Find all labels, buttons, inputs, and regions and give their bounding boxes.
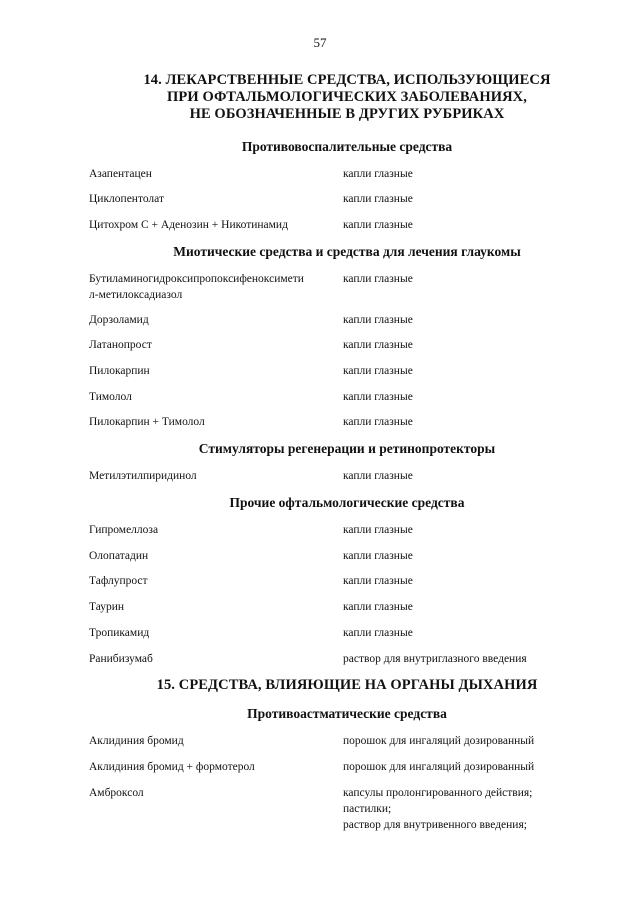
section-14-title <box>0 72 640 123</box>
drug-name: Тимолол <box>89 391 132 403</box>
drug-name-line: л-метилоксадиазол <box>89 289 183 301</box>
section-15-title: 15. СРЕДСТВА, ВЛИЯЮЩИЕ НА ОРГАНЫ ДЫХАНИЯ <box>156 677 538 693</box>
drug-name: Метилэтилпиридинол <box>89 470 197 482</box>
drug-form: капли глазные <box>343 524 413 536</box>
group-title-regeneration: Стимуляторы регенерации и ретинопротекторы <box>198 441 496 456</box>
drug-form: капли глазные <box>343 470 413 482</box>
drug-form: капли глазные <box>343 314 413 326</box>
drug-form: капли глазные <box>343 339 413 351</box>
drug-name: Пилокарпин <box>89 365 150 377</box>
drug-form: капли глазные <box>343 219 413 231</box>
drug-form: капли глазные <box>343 601 413 613</box>
section-14-title-line: ПРИ ОФТАЛЬМОЛОГИЧЕСКИХ ЗАБОЛЕВАНИЯХ, <box>167 89 527 105</box>
drug-name: Цитохром С + Аденозин + Никотинамид <box>89 219 288 231</box>
group-title-antiasthmatic: Противоастматические средства <box>247 706 447 721</box>
drug-name: Олопатадин <box>89 550 149 562</box>
drug-form: капли глазные <box>343 575 413 587</box>
drug-name: Тропикамид <box>89 627 150 639</box>
drug-form-line: раствор для внутривенного введения; <box>343 819 527 831</box>
drug-name: Азапентацен <box>89 168 152 180</box>
page-number: 57 <box>313 35 327 50</box>
drug-form: капли глазные <box>343 273 413 285</box>
drug-name: Гипромеллоза <box>89 524 159 536</box>
drug-form-line: пастилки; <box>343 803 392 815</box>
section-14-title-line: 14. ЛЕКАРСТВЕННЫЕ СРЕДСТВА, ИСПОЛЬЗУЮЩИЕСЯ <box>143 72 551 88</box>
section-14-title-line: НЕ ОБОЗНАЧЕННЫЕ В ДРУГИХ РУБРИКАХ <box>189 106 505 122</box>
drug-form-line: капсулы пролонгированного действия; <box>343 787 533 799</box>
group-title-glaucoma: Миотические средства и средства для лечения глаукомы <box>173 244 521 259</box>
drug-name: Таурин <box>89 601 125 613</box>
drug-form: капли глазные <box>343 550 413 562</box>
drug-form: капли глазные <box>343 168 413 180</box>
drug-name-line: Бутиламиногидроксипропоксифеноксимети <box>89 273 304 285</box>
drug-form <box>343 785 583 833</box>
group-title-other-ophthalmic: Прочие офтальмологические средства <box>229 495 465 510</box>
drug-name: Пилокарпин + Тимолол <box>89 416 205 428</box>
drug-form: капли глазные <box>343 627 413 639</box>
drug-name: Ранибизумаб <box>89 653 153 665</box>
drug-name: Аклидиния бромид <box>89 735 184 747</box>
drug-name <box>89 271 339 303</box>
drug-name: Амброксол <box>89 787 144 799</box>
drug-form: порошок для ингаляций дозированный <box>343 761 535 773</box>
group-title-anti-inflammatory: Противовоспалительные средства <box>241 139 453 154</box>
drug-form: капли глазные <box>343 193 413 205</box>
drug-form: раствор для внутриглазного введения <box>343 653 527 665</box>
drug-form: капли глазные <box>343 416 413 428</box>
drug-name: Дорзоламид <box>89 314 149 326</box>
drug-name: Тафлупрост <box>89 575 148 587</box>
drug-form: порошок для ингаляций дозированный <box>343 735 535 747</box>
drug-form: капли глазные <box>343 391 413 403</box>
drug-name: Латанопрост <box>89 339 152 351</box>
drug-name: Аклидиния бромид + формотерол <box>89 761 255 773</box>
drug-name: Циклопентолат <box>89 193 164 205</box>
drug-form: капли глазные <box>343 365 413 377</box>
